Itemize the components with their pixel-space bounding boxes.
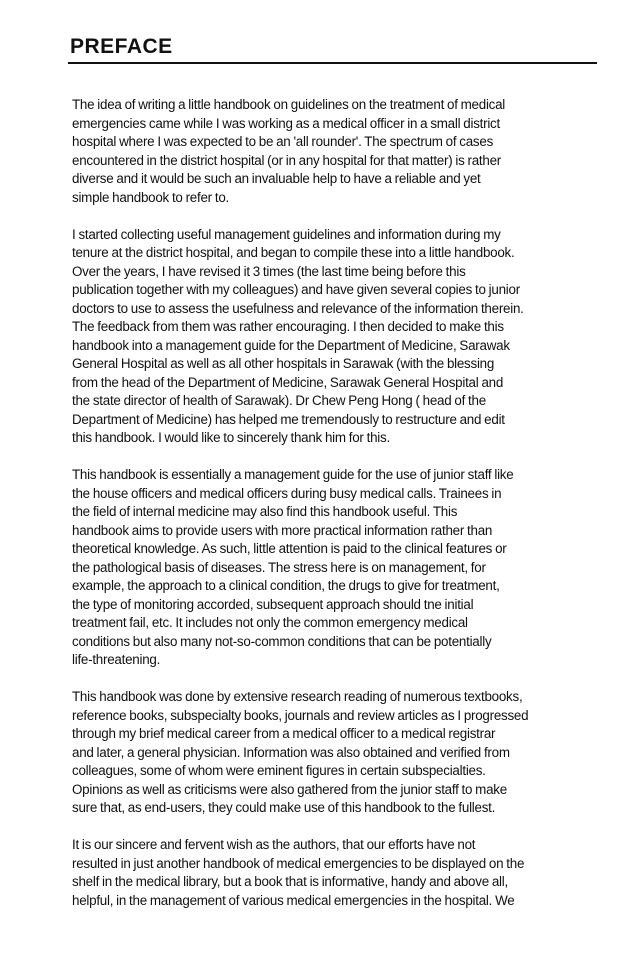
text-line: publication together with my colleagues) and have given several copies to junior [72,282,520,297]
text-line: This handbook is essentially a management guide for the use of junior staff like [72,467,514,482]
text-line: doctors to use to assess the usefulness and relevance of the information therein. [72,300,524,316]
text-line: through my brief medical career from a medical officer to a medical registrar [72,726,496,741]
text-line: shelf in the medical library, but a book that is informative, handy and above all, [72,874,508,889]
paragraph-2 [72,226,600,448]
text-line: the type of monitoring accorded, subsequent approach should tne initial [72,596,474,612]
text-line: resulted in just another handbook of medical emergencies to be displayed on the [72,855,525,871]
text-line: diverse and it would be such an invaluable help to have a reliable and yet [72,171,481,186]
text-line: encountered in the district hospital (or in any hospital for that matter) is rather [72,152,501,168]
text-line: This handbook was done by extensive research reading of numerous textbooks, [72,689,523,704]
text-line: hospital where I was expected to be an 'all rounder'. The spectrum of cases [72,134,494,149]
heading-rule [68,62,597,64]
text-line: example, the approach to a clinical condition, the drugs to give for treatment, [72,578,500,593]
preface-body [72,96,600,929]
text-line: It is our sincere and fervent wish as the authors, that our efforts have not [72,837,476,852]
text-line: theoretical knowledge. As such, little attention is paid to the clinical features or [72,541,507,556]
text-line: the pathological basis of diseases. The stress here is on management, for [72,559,486,575]
text-line: colleagues, some of whom were eminent figures in certain subspecialties. [72,763,486,778]
text-line: The feedback from them was rather encouraging. I then decided to make this [72,319,504,334]
text-line: handbook aims to provide users with more practical information rather than [72,522,493,538]
paragraph-5 [72,836,600,910]
paragraph-3 [72,466,600,670]
text-line: the house officers and medical officers during busy medical calls. Trainees in [72,485,502,501]
text-line: helpful, in the management of various medical emergencies in the hospital. We [72,892,515,908]
text-line: The idea of writing a little handbook on guidelines on the treatment of medical [72,97,506,112]
text-line: the state director of health of Sarawak). Dr Chew Peng Hong ( head of the [72,393,486,408]
text-line: reference books, subspecialty books, journals and review articles as I progressed [72,707,529,723]
text-line: tenure at the district hospital, and began to compile these into a little handbook. [72,245,515,260]
text-line: I started collecting useful management guidelines and information during my [72,226,501,242]
text-line: the field of internal medicine may also find this handbook useful. This [72,504,458,519]
text-line: this handbook. I would like to sincerely thank him for this. [72,430,390,445]
text-line: simple handbook to refer to. [72,189,229,205]
text-line: emergencies came while I was working as a medical officer in a small district [72,115,500,131]
text-line: life-threatening. [72,652,161,667]
text-line: treatment fail, etc. It includes not only the common emergency medical [72,615,468,630]
page-title: PREFACE [70,35,173,58]
text-line: Department of Medicine) has helped me tremendously to restructure and edit [72,411,505,427]
text-line: from the head of the Department of Medicine, Sarawak General Hospital and [72,374,504,390]
text-line: and later, a general physician. Information was also obtained and verified from [72,744,510,760]
paragraph-4 [72,688,600,818]
text-line: Over the years, I have revised it 3 times (the last time being before this [72,263,466,279]
text-line: sure that, as end-users, they could make use of this handbook to the fullest. [72,800,496,815]
text-line: Opinions as well as criticisms were also gathered from the junior staff to make [72,781,507,797]
text-line: General Hospital as well as all other hospitals in Sarawak (with the blessing [72,356,495,371]
text-line: conditions but also many not-so-common conditions that can be potentially [72,633,492,649]
paragraph-1 [72,96,600,207]
text-line: handbook into a management guide for the Department of Medicine, Sarawak [72,337,510,353]
